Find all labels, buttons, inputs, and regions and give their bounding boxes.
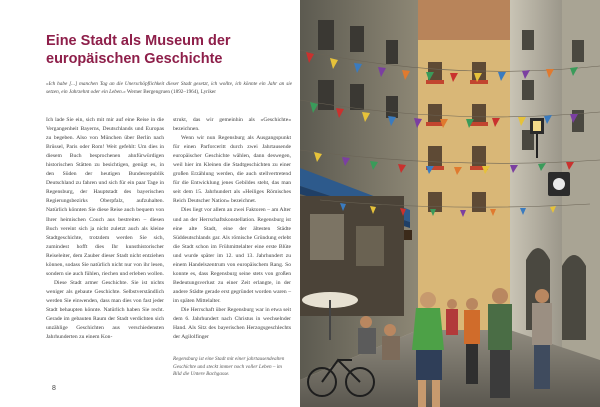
paragraph: Ich lade Sie ein, sich mit mir auf eine Reise in die Vergangenheit Bayerns, Deutschlands und Europas zu begeben. Also von München über Berlin nach Brüssel, Paris oder Rom! Weit gefehlt: Um dies in diesem Buch besprochenen ahnfürwürdigen historischen Stätten zu besichtigen, genügt es, in den Süden der heutigen Bundesrepublik Deutschland zu fahren und sich für ein paar Tage in Regensburg, der Hauptstadt des bayerischen Regierungsbezirks Oberpfalz, aufzuhalten. Natürlich könnten Sie diese Reise auch bequem von Ihrer heimischen Couch aus bestreiten – diesen Buch vereint sich ja nicht zuletzt auch als kleine Stadtgeschichte, trotzdem werden Sie sich, zumindest hofft dies Ihr kunsthistorischer Reiseleiter, dem Zauber dieser Stadt nicht entziehen können, sodass Sie natürlich nicht nur von ihr lesen, sondern sie auch fühlen, riechen und erleben wollen. <box>46 117 164 277</box>
paragraph: strukt, das wir gemeinhin als »Geschichte« bezeichnen. <box>173 117 291 133</box>
epigraph-attribution: Werner Bergengruen (1892–1964), Lyriker <box>126 89 216 96</box>
text-column-right <box>173 116 291 342</box>
page-title: Eine Stadt als Museum der europäischen Geschichte <box>46 33 231 67</box>
paragraph: Wenn wir nun Regensburg als Ausgangspunkt für einen Parforceritt durch zwei Jahrtausende europäischer Geschichte wählen, dann deswegen, weil hier im Kleinen die Stadtgeschichten zu einer großen Erzählung werden, die auch stellvertretend für die Entwicklung jenes Gebildes steht, das man seit dem 15. Jahrhundert als »Heiliges Römisches Reich Deutscher Nation« bezeichnet. <box>173 135 291 205</box>
street-photo <box>300 0 600 407</box>
epigraph-quote: »Ich habe [...] manchen Tag an die Unerschöpflichkeit dieser Stadt gesetzt, ich wollte, ich könnte ein Jahr an sie setzen, ein Jahrzehnt oder ein Leben.« <box>46 81 292 96</box>
photo-caption: Regensburg ist eine Stadt mit einer jahrtausendealten Geschichte und steckt immer noch voller Leben – im Bild die Untere Bachgasse. <box>173 356 285 378</box>
epigraph <box>46 80 292 96</box>
paragraph: Diese Stadt armer Geschichte. Sie ist nichts weniger als gebaute Geschichte. Selbstverständlich werden Sie einwenden, dass man dies von fast jeder Stadt behaupten könnte. Natürlich haben Sie recht. Gerade im gebauten Raum der Stadt verdichten sich unzählige Geschichten aus verschiedensten Jahrhunderten zu einem Kon- <box>46 279 164 341</box>
page-number: 8 <box>52 385 56 392</box>
paragraph: Dies liegt vor allem an zwei Faktoren – am Alter und an der Herrschaftskonstellation. Regensburg ist eine alte Stadt, eine der ältesten Städte Süddeutschlands gar. Als römische Gründung erlebt die Stadt schon im Frühmittelalter eine erste Blüte und wurde später im 12. und 13. Jahrhundert zu einem Handelszentrum von europäischem Rang. So konnte es, dass Regensburg seine stets von großen Bedeutungsverlust zu einer Zeit erlangte, in der andere Städte gerade erst gegründet worden waren – im späten Mittelalter. <box>173 207 291 304</box>
paragraph: Die Herrschaft über Regensburg war in etwa seit dem 6. Jahrhundert nach Christus in wechselnder Hand. Als Sitz des bayerischen Herzogsgeschlechts der Agilolfinger <box>173 306 291 341</box>
text-column-left <box>46 116 164 342</box>
street-photo-illustration <box>300 0 600 407</box>
